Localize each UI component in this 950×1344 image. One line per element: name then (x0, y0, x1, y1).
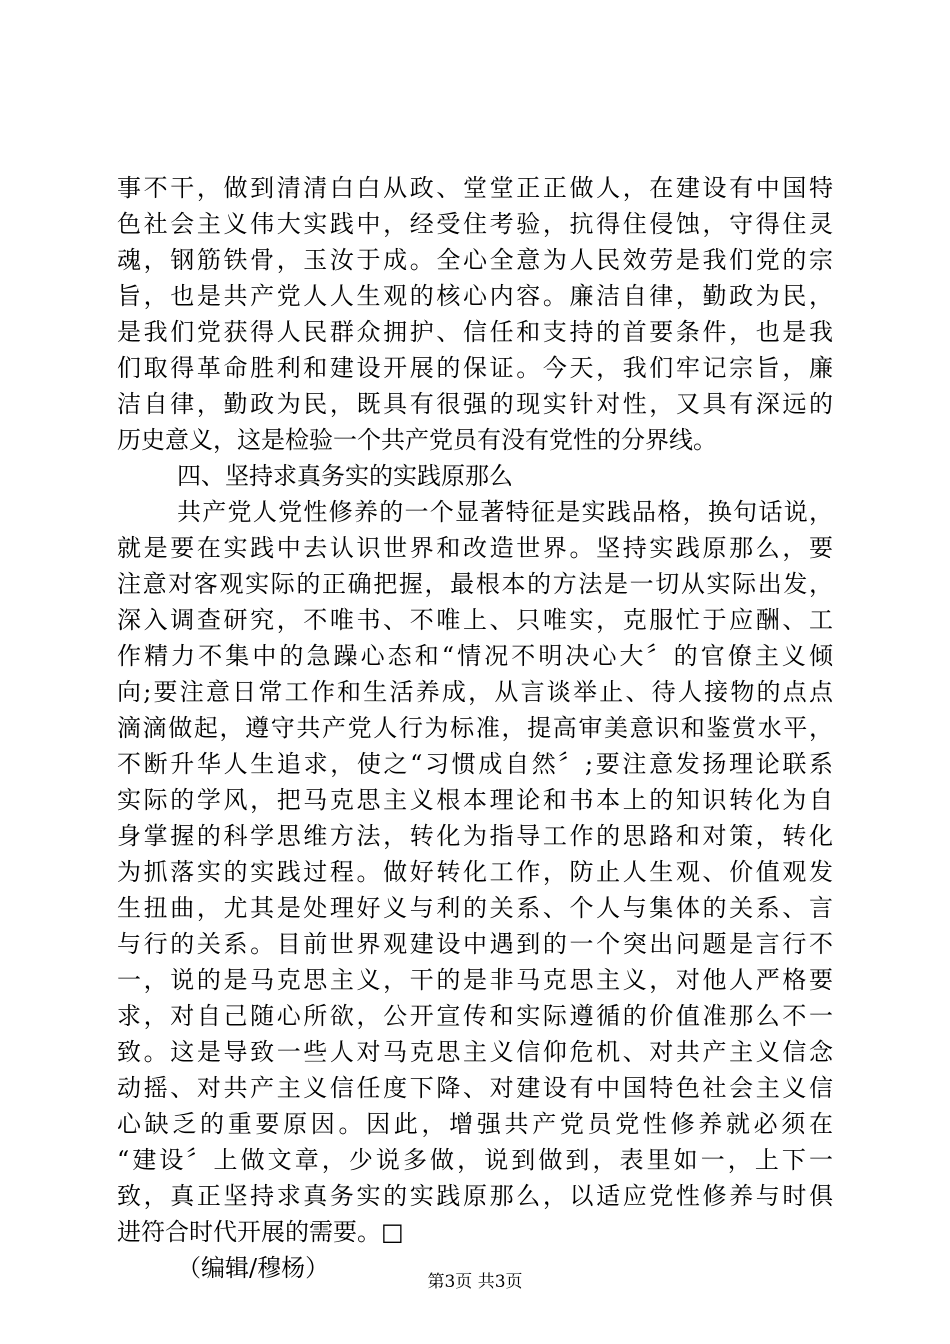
text-line: 魂，钢筋铁骨，玉汝于成。全心全意为人民效劳是我们党的宗 (117, 246, 833, 274)
text-line: 与行的关系。目前世界观建设中遇到的一个突出问题是言行不 (117, 930, 833, 958)
text-line: 旨，也是共产党人人生观的核心内容。廉洁自律，勤政为民， (117, 282, 833, 310)
text-line: 们取得革命胜利和建设开展的保证。今天，我们牢记宗旨，廉 (117, 354, 833, 382)
text-line: 事不干，做到清清白白从政、堂堂正正做人，在建设有中国特 (117, 174, 833, 202)
text-line: 不断升华人生追求，使之“习惯成自然〞;要注意发扬理论联系 (117, 750, 833, 778)
text-line: 色社会主义伟大实践中，经受住考验，抗得住侵蚀，守得住灵 (117, 210, 833, 238)
text-line: 向;要注意日常工作和生活养成，从言谈举止、待人接物的点点 (117, 678, 833, 706)
text-line: 洁自律，勤政为民，既具有很强的现实针对性，又具有深远的 (117, 390, 833, 418)
text-line: 致。这是导致一些人对马克思主义信仰危机、对共产主义信念 (117, 1038, 833, 1066)
text-line: 生扭曲，尤其是处理好义与利的关系、个人与集体的关系、言 (117, 894, 833, 922)
text-line: 注意对客观实际的正确把握，最根本的方法是一切从实际出发， (117, 570, 833, 598)
text-line: 动摇、对共产主义信任度下降、对建设有中国特色社会主义信 (117, 1074, 833, 1102)
text-line: 深入调查研究，不唯书、不唯上、只唯实，克服忙于应酬、工 (117, 606, 833, 634)
text-line: 进符合时代开展的需要。□ (117, 1218, 404, 1246)
text-line: 实际的学风，把马克思主义根本理论和书本上的知识转化为自 (117, 786, 833, 814)
text-line: 历史意义，这是检验一个共产党员有没有党性的分界线。 (117, 426, 717, 454)
text-line: 为抓落实的实践过程。做好转化工作，防止人生观、价值观发 (117, 858, 833, 886)
text-line: 滴滴做起，遵守共产党人行为标准，提高审美意识和鉴赏水平， (117, 714, 833, 742)
document-body (117, 170, 833, 1286)
text-line: 心缺乏的重要原因。因此，增强共产党员党性修养就必须在 (117, 1110, 833, 1138)
text-line: 求，对自己随心所欲，公开宣传和实际遵循的价值准那么不一 (117, 1002, 833, 1030)
text-line: 身掌握的科学思维方法，转化为指导工作的思路和对策，转化 (117, 822, 833, 850)
text-line: 共产党人党性修养的一个显著特征是实践品格，换句话说， (177, 498, 833, 526)
text-line: “建设〞上做文章，少说多做，说到做到，表里如一，上下一 (117, 1146, 833, 1174)
text-line: 是我们党获得人民群众拥护、信任和支持的首要条件，也是我 (117, 318, 833, 346)
text-line: 致，真正坚持求真务实的实践原那么，以适应党性修养与时俱 (117, 1182, 833, 1210)
text-line: 一，说的是马克思主义，干的是非马克思主义，对他人严格要 (117, 966, 833, 994)
section-heading: 四、坚持求真务实的实践原那么 (177, 462, 513, 490)
text-line: 就是要在实践中去认识世界和改造世界。坚持实践原那么，要 (117, 534, 833, 562)
editor-note: （编辑/穆杨） (177, 1254, 330, 1282)
page-footer: 第3页 共3页 (427, 1272, 523, 1292)
text-line: 作精力不集中的急躁心态和“情况不明决心大〞的官僚主义倾 (117, 642, 833, 670)
